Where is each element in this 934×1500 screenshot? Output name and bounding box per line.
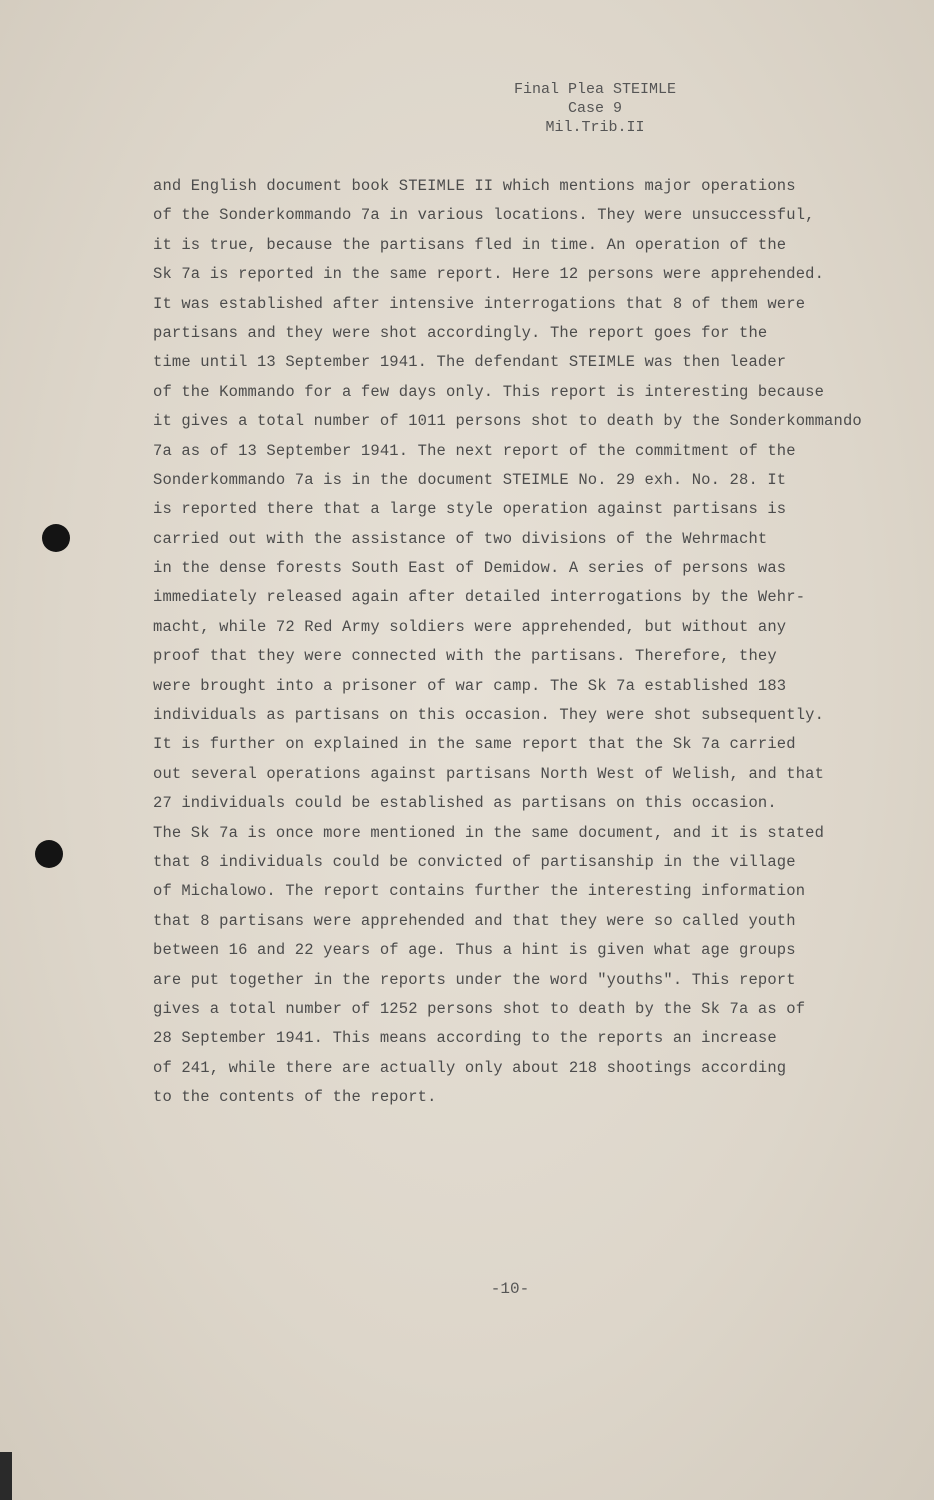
text-line: macht, while 72 Red Army soldiers were apprehended, but without any (153, 617, 787, 636)
page-number: -10- (490, 1280, 530, 1298)
text-line: of the Kommando for a few days only. This report is interesting because (153, 382, 825, 401)
text-line: of the Sonderkommando 7a in various locations. They were unsuccessful, (153, 206, 815, 225)
text-line: The Sk 7a is once more mentioned in the same document, and it is stated (153, 823, 825, 842)
text-line: It is further on explained in the same report that the Sk 7a carried (153, 735, 796, 754)
text-line: in the dense forests South East of Demidow. A series of persons was (153, 559, 787, 578)
text-line: of Michalowo. The report contains further the interesting information (153, 882, 806, 901)
text-line: gives a total number of 1252 persons shot to death by the Sk 7a as of (153, 999, 806, 1018)
text-line: partisans and they were shot accordingly. The report goes for the (153, 323, 768, 342)
text-line: 7a as of 13 September 1941. The next report of the commitment of the (153, 441, 796, 460)
header-title: Final Plea STEIMLE (513, 81, 677, 98)
text-line: It was established after intensive interrogations that 8 of them were (153, 294, 806, 313)
punch-hole (35, 840, 63, 868)
text-line: of 241, while there are actually only about 218 shootings according (153, 1058, 787, 1077)
text-line: are put together in the reports under the word "youths". This report (153, 970, 796, 989)
text-line: proof that they were connected with the partisans. Therefore, they (153, 647, 777, 666)
document-body (153, 172, 862, 1113)
text-line: immediately released again after detailed interrogations by the Wehr- (153, 588, 806, 607)
binding-edge-mark (0, 1452, 12, 1500)
text-line: time until 13 September 1941. The defendant STEIMLE was then leader (153, 353, 787, 372)
header-tribunal: Mil.Trib.II (545, 119, 645, 136)
text-line: to the contents of the report. (153, 1088, 437, 1107)
punch-hole (42, 524, 70, 552)
text-line: were brought into a prisoner of war camp. The Sk 7a established 183 (153, 676, 787, 695)
document-header (480, 80, 710, 137)
text-line: Sonderkommando 7a is in the document STEIMLE No. 29 exh. No. 28. It (153, 470, 787, 489)
text-line: that 8 partisans were apprehended and that they were so called youth (153, 911, 796, 930)
text-line: individuals as partisans on this occasion. They were shot subsequently. (153, 706, 825, 725)
text-line: is reported there that a large style operation against partisans is (153, 500, 787, 519)
text-line: carried out with the assistance of two divisions of the Wehrmacht (153, 529, 768, 548)
text-line: 28 September 1941. This means according to the reports an increase (153, 1029, 777, 1048)
text-line: and English document book STEIMLE II which mentions major operations (153, 177, 796, 195)
text-line: it gives a total number of 1011 persons shot to death by the Sonderkommando (153, 412, 862, 431)
text-line: out several operations against partisans North West of Welish, and that (153, 764, 825, 783)
text-line: it is true, because the partisans fled in time. An operation of the (153, 235, 787, 254)
text-line: that 8 individuals could be convicted of partisanship in the village (153, 852, 796, 871)
header-case: Case 9 (567, 100, 622, 117)
text-line: Sk 7a is reported in the same report. Here 12 persons were apprehended. (153, 265, 825, 284)
text-line: 27 individuals could be established as partisans on this occasion. (153, 794, 777, 813)
text-line: between 16 and 22 years of age. Thus a hint is given what age groups (153, 941, 796, 960)
